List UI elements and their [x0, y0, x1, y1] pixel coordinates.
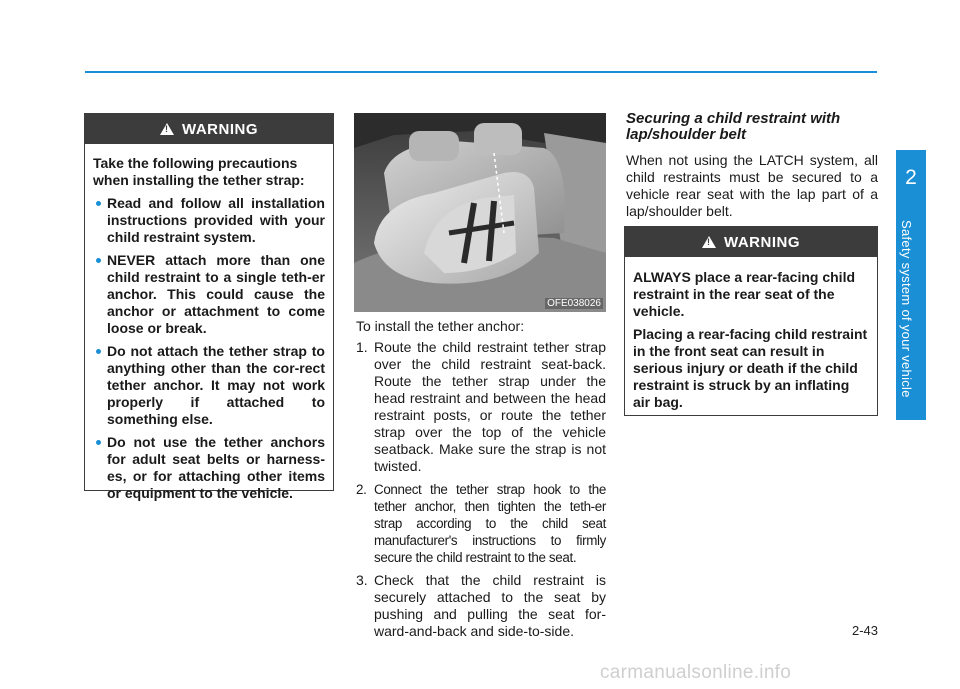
warning-intro: Take the following precautions when installing the tether strap:	[93, 155, 305, 188]
warning-bullet: NEVER attach more than one child restraint to a single teth-er anchor. This could cause the anchor or attachment to come loose or break.	[93, 252, 325, 337]
chapter-tab	[896, 150, 926, 420]
warning-paragraph: Placing a rear-facing child restraint in the front seat can result in serious injury or death if the child restraint is struck by an inflating air bag.	[633, 326, 868, 410]
install-lead: To install the tether anchor:	[356, 318, 525, 334]
warning-bullet: Do not attach the tether strap to anything other than the cor-rect tether anchor. It may not work properly if attached to something else.	[93, 343, 325, 428]
watermark: carmanualsonline.info	[600, 662, 792, 683]
install-step	[356, 572, 606, 640]
install-steps	[356, 339, 606, 640]
warning-box-rear-facing	[624, 226, 878, 416]
warning-body	[85, 144, 333, 518]
warning-body	[625, 257, 877, 421]
step-text: Check that the child restraint is securely attached to the seat by pushing and pulling the seat for-ward-and-back and side-to-side.	[374, 572, 606, 639]
header-rule	[85, 71, 877, 73]
install-step	[356, 481, 606, 566]
chapter-title: Safety system of your vehicle	[899, 220, 914, 398]
figure-code: OFE038026	[547, 298, 601, 309]
warning-bullet: Read and follow all installation instructions provided with your child restraint system.	[93, 195, 325, 246]
step-text: Route the child restraint tether strap over the child restraint seat-back. Route the tether strap under the head restraint and between the head restraint posts, or route the tether strap over the top of the vehicle seatback. Make sure the strap is not twisted.	[374, 339, 606, 474]
warning-header-label: WARNING	[182, 120, 258, 138]
install-step	[356, 339, 606, 475]
warning-paragraph: ALWAYS place a rear-facing child restraint in the rear seat of the vehicle.	[633, 269, 856, 319]
install-instructions	[356, 318, 606, 646]
step-number: 2.	[356, 482, 367, 497]
warning-triangle-icon	[702, 236, 716, 248]
step-text: Connect the tether strap hook to the tether anchor, then tighten the teth-er strap according to the child seat manufacturer's instructions to firmly secure the child restraint to the seat.	[374, 482, 606, 565]
warning-header-label: WARNING	[724, 233, 800, 251]
section-paragraph: When not using the LATCH system, all child restraints must be secured to a vehicle rear seat with the lap part of a lap/shoulder belt.	[626, 152, 878, 219]
warning-bullet-list	[93, 195, 325, 502]
page-number: 2-43	[851, 623, 878, 638]
warning-header	[625, 227, 877, 257]
child-seat-illustration	[354, 113, 606, 312]
step-number: 1.	[356, 339, 368, 355]
warning-bullet: Do not use the tether anchors for adult seat belts or harness-es, or for attaching other items or equipment to the vehicle.	[93, 434, 325, 502]
step-number: 3.	[356, 572, 368, 588]
child-seat-photo	[354, 113, 606, 312]
warning-box-tether	[84, 113, 334, 501]
chapter-number: 2	[905, 166, 917, 189]
warning-triangle-icon	[160, 123, 174, 135]
section-heading: Securing a child restraint with lap/shoulder belt	[626, 110, 841, 143]
warning-header	[85, 114, 333, 144]
